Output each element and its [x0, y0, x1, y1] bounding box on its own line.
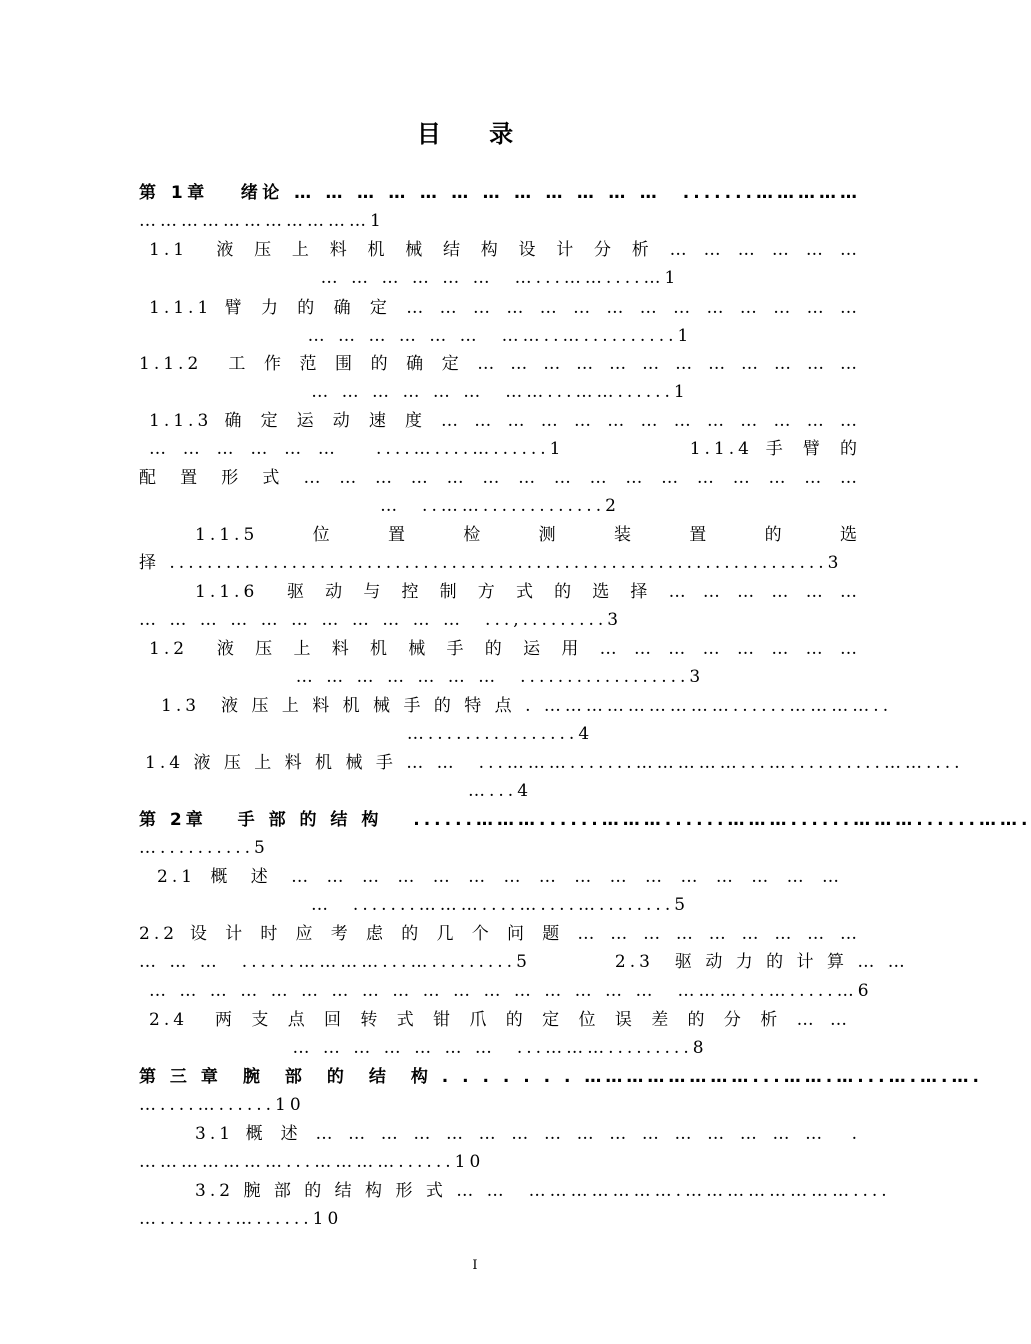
toc-entry-continuation: …………………...…………......10 [139, 1152, 485, 1172]
page-number: I [472, 1258, 478, 1273]
toc-entry-1-1-6[interactable]: 1.1.6 驱 动 与 控 制 方 式 的 选 择 … … … … … … [195, 582, 861, 602]
toc-entry-continuation: … … … … … … ……..…..........1 [307, 326, 693, 346]
toc-entry-2-3-continuation: … … … … … … … … … … … … … … … … … ………...….....…6 [149, 981, 873, 1001]
toc-entry-continuation: … … … … … … … ...……….........8 [292, 1038, 708, 1058]
toc-entry-2-2[interactable]: 2.2 设 计 时 应 考 虑 的 几 个 问 题 … … … … … … … … … [139, 924, 861, 944]
toc-entry-chapter-2[interactable]: 第 2章 手 部 的 结 构 ......………......………......………......………......……. [139, 810, 1031, 830]
toc-entry-2-1[interactable]: 2.1 概 述 … … … … … … … … … … … … … … … … [157, 867, 843, 887]
toc-entry-1-1-4[interactable]: 配 置 形 式 … … … … … … … … … … … … … … … … [139, 468, 861, 488]
toc-entry-continuation: 择 ......................................................................3 [139, 553, 843, 573]
toc-entry-continuation: …................4 [406, 724, 594, 744]
toc-entry-1-2[interactable]: 1.2 液 压 上 料 机 械 手 的 运 用 … … … … … … … … [149, 639, 861, 659]
toc-entry-continuation: ……………………………1 [139, 211, 385, 231]
toc-entry-3-2[interactable]: 3.2 腕 部 的 结 构 形 式 … … ………………….…………………….... [195, 1181, 891, 1201]
toc-entry-continuation: … … … … … … … ..................3 [295, 667, 705, 687]
toc-entry-continuation: …........…......10 [139, 1209, 343, 1229]
toc-entry-3-1[interactable]: 3.1 概 述 … … … … … … … … … … … … … … … … . [195, 1124, 861, 1144]
toc-entry-chapter-3[interactable]: 第 三 章 腕 部 的 结 构 . . . . . . . ……………………...…….…...….….…. [139, 1067, 983, 1087]
toc-entry-1-1-1[interactable]: 1.1.1 臂 力 的 确 定 … … … … … … … … … … … … … … [149, 298, 861, 318]
toc-entry-continuation: … ..…….............2 [380, 496, 620, 516]
toc-entry-1-1-5[interactable]: 1.1.5 位 置 检 测 装 置 的 选 [195, 525, 861, 545]
toc-entry-continuation: … .......………....…....…........5 [310, 895, 690, 915]
toc-entry-chapter-1[interactable]: 第 1章 绪论 … … … … … … … … … … … … .......…………… [139, 183, 861, 203]
toc-entry-1-1-3-continuation[interactable]: … … … … … … ....…....…......1 1.1.4 手 臂 的 [149, 439, 861, 459]
toc-entry-continuation: …....…......10 [139, 1095, 305, 1115]
toc-entry-continuation: … … … … … … …...……....…1 [320, 268, 680, 288]
toc-entry-1-1-3[interactable]: 1.1.3 确 定 运 动 速 度 … … … … … … … … … … … … … [149, 411, 861, 431]
toc-entry-continuation: … … … … … … ……...……......1 [311, 382, 689, 402]
toc-entry-1-1[interactable]: 1.1 液 压 上 料 机 械 结 构 设 计 分 析 … … … … … … [149, 240, 861, 260]
toc-entry-2-4[interactable]: 2.4 两 支 点 回 转 式 钳 爪 的 定 位 误 差 的 分 析 … … [149, 1010, 851, 1030]
toc-entry-continuation: …...4 [467, 781, 533, 801]
toc-entry-2-3[interactable]: … … … ......…………...….........5 2.3 驱 动 力 的 计 算 … … [139, 952, 909, 972]
toc-title: 目 录 [416, 120, 534, 148]
toc-entry-1-3[interactable]: 1.3 液 压 上 料 机 械 手 的 特 点 . ………………………......………….. [161, 696, 893, 716]
toc-entry-1-4[interactable]: 1.4 液 压 上 料 机 械 手 … … ...……….......……………...…..........…….... [145, 753, 964, 773]
toc-entry-1-1-2[interactable]: 1.1.2 工 作 范 围 的 确 定 … … … … … … … … … … … … [139, 354, 861, 374]
toc-entry-continuation: … … … … … … … … … … … ...,.........3 [139, 610, 623, 630]
toc-entry-continuation: …..........5 [139, 838, 269, 858]
